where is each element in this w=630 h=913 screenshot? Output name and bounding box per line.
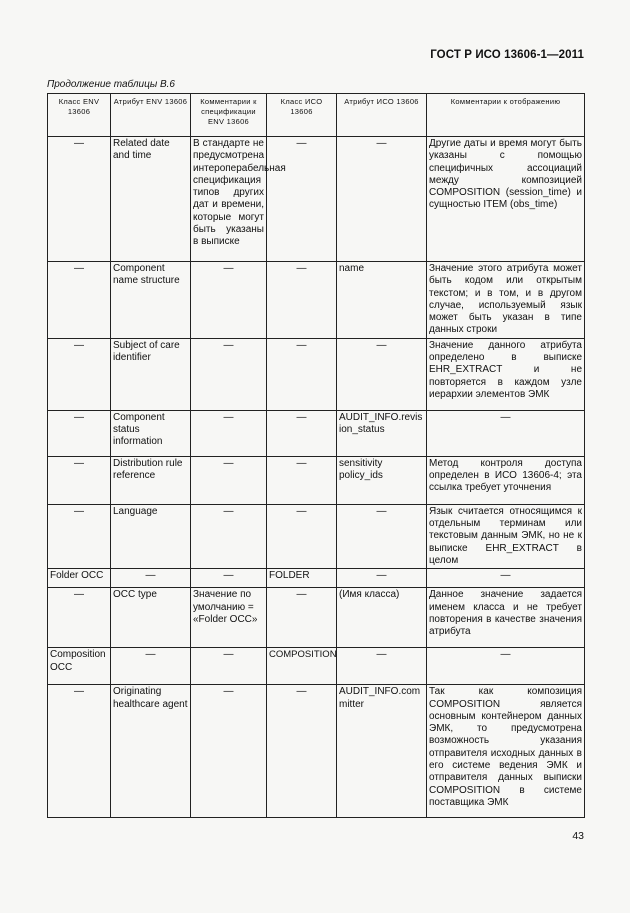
table-cell: — bbox=[191, 456, 267, 504]
table-cell: FOLDER bbox=[267, 569, 337, 588]
table-cell: — bbox=[191, 338, 267, 410]
table-cell: — bbox=[48, 262, 111, 339]
table-cell: Distribution rule reference bbox=[111, 456, 191, 504]
table-row bbox=[48, 338, 585, 410]
table-cell: Component name structure bbox=[111, 262, 191, 339]
table-cell: — bbox=[111, 648, 191, 685]
table-cell: Так как композиция COMPOSITION является основным контейнером данных ЭМК, то предусмотрена возможность указания отправителя исходных данных в его системе ведения ЭМК и отправителя данных выписки COMPOSITION в системе поставщика ЭМК bbox=[427, 685, 585, 818]
table-cell: Related date and time bbox=[111, 137, 191, 262]
table-row bbox=[48, 648, 585, 685]
table-cell: — bbox=[191, 410, 267, 456]
mapping-table bbox=[47, 93, 585, 818]
column-header: Комментарии к спецификации ENV 13606 bbox=[191, 94, 267, 137]
table-cell: Originating healthcare agent bbox=[111, 685, 191, 818]
table-cell: — bbox=[191, 262, 267, 339]
table-caption: Продолжение таблицы В.6 bbox=[47, 79, 175, 90]
table-cell: — bbox=[337, 338, 427, 410]
table-cell: — bbox=[48, 338, 111, 410]
table-cell: Composition OCC bbox=[48, 648, 111, 685]
table-header-row bbox=[48, 94, 585, 137]
table-cell: — bbox=[191, 685, 267, 818]
table-cell: — bbox=[337, 569, 427, 588]
table-cell: — bbox=[191, 648, 267, 685]
table-row bbox=[48, 569, 585, 588]
table-cell: — bbox=[48, 504, 111, 568]
column-header: Атрибут ИСО 13606 bbox=[337, 94, 427, 137]
table-cell: OCC type bbox=[111, 588, 191, 648]
table-cell: — bbox=[48, 410, 111, 456]
table-row bbox=[48, 456, 585, 504]
table-row bbox=[48, 504, 585, 568]
table-cell: — bbox=[111, 569, 191, 588]
table-cell: — bbox=[48, 456, 111, 504]
table-row bbox=[48, 262, 585, 339]
table-row bbox=[48, 137, 585, 262]
table-cell: — bbox=[427, 648, 585, 685]
table-cell: Данное значение задается именем класса и не требует повторения в качестве значения атрибута bbox=[427, 588, 585, 648]
table-cell: Язык считается относящимся к отдельным терминам или текстовым данным ЭМК, но не к выписке EHR_EXTRACT в целом bbox=[427, 504, 585, 568]
table-cell: Другие даты и время могут быть указаны с помощью специфичных ассоциаций между композицией COMPOSITION (session_time) и сущностью ITEM (obs_time) bbox=[427, 137, 585, 262]
table-cell: — bbox=[267, 456, 337, 504]
table-cell: Значение данного атрибута определено в выписке EHR_EXTRACT и не повторяется в каждом узле иерархии элементов ЭМК bbox=[427, 338, 585, 410]
table-cell: — bbox=[267, 588, 337, 648]
table-cell: — bbox=[48, 588, 111, 648]
table-cell: — bbox=[267, 262, 337, 339]
table-cell: AUDIT_INFO.revision_status bbox=[337, 410, 427, 456]
table-row bbox=[48, 410, 585, 456]
table-cell: AUDIT_INFO.committer bbox=[337, 685, 427, 818]
table-cell: Метод контроля доступа определен в ИСО 13606-4; эта ссылка требует уточнения bbox=[427, 456, 585, 504]
table-cell: Language bbox=[111, 504, 191, 568]
table-cell: Значение по умолчанию = «Folder OCC» bbox=[191, 588, 267, 648]
table-cell: sensitivity policy_ids bbox=[337, 456, 427, 504]
table-row bbox=[48, 685, 585, 818]
table-cell: Folder OCC bbox=[48, 569, 111, 588]
table-cell: Component status information bbox=[111, 410, 191, 456]
page-number: 43 bbox=[572, 830, 584, 842]
table-row bbox=[48, 588, 585, 648]
table-cell: В стандарте не предусмотрена интероперабельная спецификация типов других дат и времени, которые могут быть указаны в выписке bbox=[191, 137, 267, 262]
column-header: Класс ИСО 13606 bbox=[267, 94, 337, 137]
table-cell: — bbox=[48, 685, 111, 818]
table-cell: — bbox=[191, 504, 267, 568]
table-cell: — bbox=[267, 137, 337, 262]
table-cell: — bbox=[427, 410, 585, 456]
table-cell: — bbox=[427, 569, 585, 588]
table-cell: — bbox=[337, 648, 427, 685]
table-cell: Значение этого атрибута может быть кодом или открытым текстом; и в том, и в другом случае, используемый язык может быть указан в типе данных строки bbox=[427, 262, 585, 339]
document-header: ГОСТ Р ИСО 13606-1—2011 bbox=[430, 49, 584, 61]
table-cell: COMPOSITION bbox=[267, 648, 337, 685]
table-cell: — bbox=[48, 137, 111, 262]
column-header: Атрибут ENV 13606 bbox=[111, 94, 191, 137]
table-cell: Subject of care identifier bbox=[111, 338, 191, 410]
column-header: Комментарии к отображению bbox=[427, 94, 585, 137]
table-cell: — bbox=[337, 137, 427, 262]
column-header: Класс ENV 13606 bbox=[48, 94, 111, 137]
table-cell: — bbox=[337, 504, 427, 568]
table-cell: — bbox=[267, 685, 337, 818]
table-cell: — bbox=[267, 504, 337, 568]
table-cell: name bbox=[337, 262, 427, 339]
table-cell: — bbox=[191, 569, 267, 588]
table-cell: (Имя класса) bbox=[337, 588, 427, 648]
table-cell: — bbox=[267, 410, 337, 456]
table-cell: — bbox=[267, 338, 337, 410]
